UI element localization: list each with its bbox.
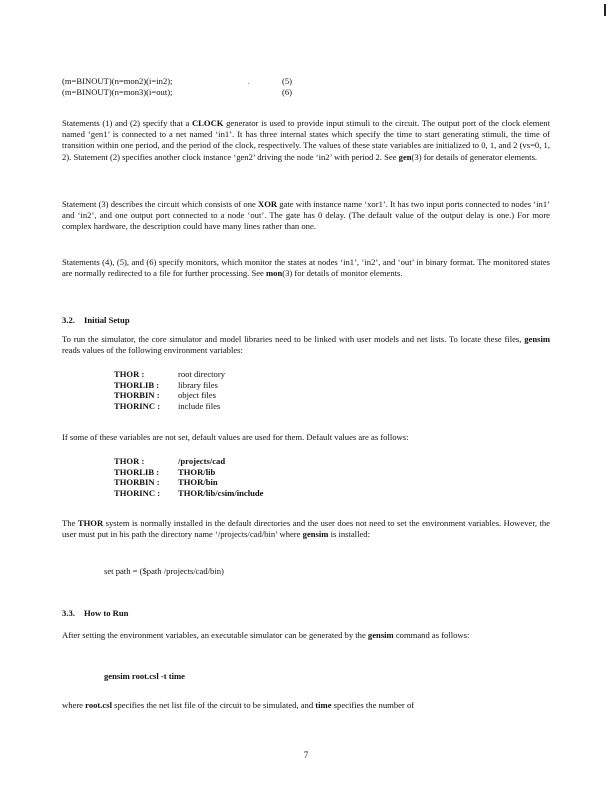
statement-code: (m=BINOUT)(n=mon2)(i=in2); [62,76,173,86]
table-row: THORBIN : THOR/bin [114,477,218,488]
paragraph-how-to-run: After setting the environment variables, an executable simulator can be generated by the gensim command as follows: [62,630,470,640]
table-row: THOR : /projects/cad [114,456,226,466]
env-defaults-table [114,456,263,498]
section-heading-initial-setup: 3.2. Initial Setup [62,315,130,325]
table-row: THORLIB : THOR/lib [114,466,216,477]
section-heading-how-to-run: 3.3. How to Run [62,608,129,618]
table-row: THOR : root directory [114,369,226,379]
env-variable-table [114,369,225,411]
paragraph-install: The THOR system is normally installed in the default directories and the user does not need to set the environment variables. However, the user must put in his path the directory name ‘/projects/cad/bin’ where gensim is installed: [62,518,550,540]
statement-number: (5) [282,76,293,86]
paragraph-monitors: Statements (4), (5), and (6) specify monitors, which monitor the states at nodes ‘in1’, ‘in2’, and ‘out’ in binary format. The monitored states are normally redirected to a file for further processing. See mon(3) for details of monitor elements. [62,257,550,279]
paragraph-setup: To run the simulator, the core simulator and model libraries need to be linked with user models and net lists. To locate these files, gensim reads values of the following environment variables: [62,334,550,356]
table-row: THORBIN : object files [114,390,216,401]
table-row: THORINC : THOR/lib/csim/include [114,487,264,498]
paragraph-clock: Statements (1) and (2) specify that a CLOCK generator is used to provide input stimuli to the circuit. The output port of the clock element named ‘gen1’ is connected to a net named ‘in1’. It has three internal states which specify the time to start generating stimuli, the time of transition within one period, and the period of the clock, respectively. The values of these state variables are initialized to 0, 1, and 2 (vs=0, 1, 2). Statement (2) specifies another clock instance ‘gen2’ driving the node ‘in2’ with period 2. See gen(3) for details of generator elements. [62,118,550,162]
table-row: THORINC : include files [114,400,221,411]
statement-line-6 [62,87,292,98]
table-row: THORLIB : library files [114,379,218,390]
paragraph-xor: Statement (3) describes the circuit which consists of one XOR gate with instance name ‘xor1’. It has two input ports connected to nodes ‘in1’ and ‘in2’, and one output port connected to a node ‘out’. The gate has 0 delay. (The default value of the output delay is one.) For more complex hardware, the description could have many lines rather than one. [62,199,550,232]
command-gensim: gensim root.csl -t time [104,671,185,681]
statement-number: (6) [282,87,293,97]
command-set-path: set path = ($path /projects/cad/bin) [104,566,224,576]
statement-line-5 [62,76,292,87]
paragraph-root-csl: where root.csl specifies the net list file of the circuit to be simulated, and time specifies the number of [62,700,415,710]
page-number: 7 [303,750,309,760]
edge-mark [604,4,606,16]
statement-code: (m=BINOUT)(n=mon3)(i=out); [62,87,173,97]
paragraph-defaults: If some of these variables are not set, default values are used for them. Default values are as follows: [62,432,409,442]
